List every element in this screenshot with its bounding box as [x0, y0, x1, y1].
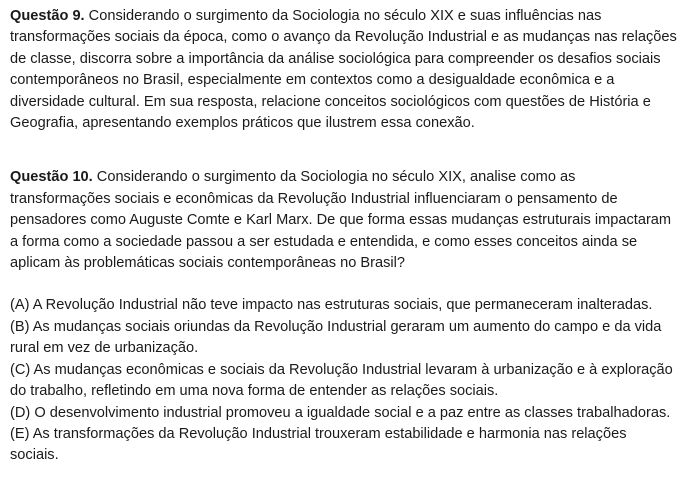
option-c: (C) As mudanças econômicas e sociais da Revolução Industrial levaram à urbanização e à exploração do trabalho, refletindo em uma nova forma de entender as relações sociais. [10, 361, 673, 400]
question-10 [10, 167, 679, 274]
option-e: (E) As transformações da Revolução Industrial trouxeram estabilidade e harmonia nas relações sociais. [10, 425, 627, 464]
question-9-label: Questão 9. [10, 8, 85, 24]
option-b: (B) As mudanças sociais oriundas da Revolução Industrial geraram um aumento do campo e da vida rural em vez de urbanização. [10, 318, 662, 357]
question-10-label: Questão 10. [10, 169, 93, 186]
question-9 [10, 6, 679, 134]
option-d: (D) O desenvolvimento industrial promoveu a igualdade social e a paz entre as classes trabalhadoras. [10, 404, 671, 421]
option-a: (A) A Revolução Industrial não teve impacto nas estruturas sociais, que permaneceram inalteradas. [10, 297, 653, 314]
question-10-text: Considerando o surgimento da Sociologia no século XIX, analise como as transformações sociais e econômicas da Revolução Industrial influenciaram o pensamento de pensadores como Auguste Comte e Karl Marx. De que forma essas mudanças estruturais impactaram a forma como a sociedade passou a ser estudada e entendida, e como esses conceitos ainda se aplicam às problemáticas sociais contemporâneas no Brasil? [10, 169, 672, 272]
answer-options [10, 295, 679, 466]
question-9-text: Considerando o surgimento da Sociologia no século XIX e suas influências nas transformações sociais da época, como o avanço da Revolução Industrial e as mudanças nas relações de classe, discorra sobre a importância da análise sociológica para compreender os desafios sociais contemporâneos no Brasil, especialmente em contextos como a desigualdade econômica e a diversidade cultural. Em sua resposta, relacione conceitos sociológicos com questões de História e Geografia, apresentando exemplos práticos que ilustrem essa conexão. [10, 8, 677, 132]
